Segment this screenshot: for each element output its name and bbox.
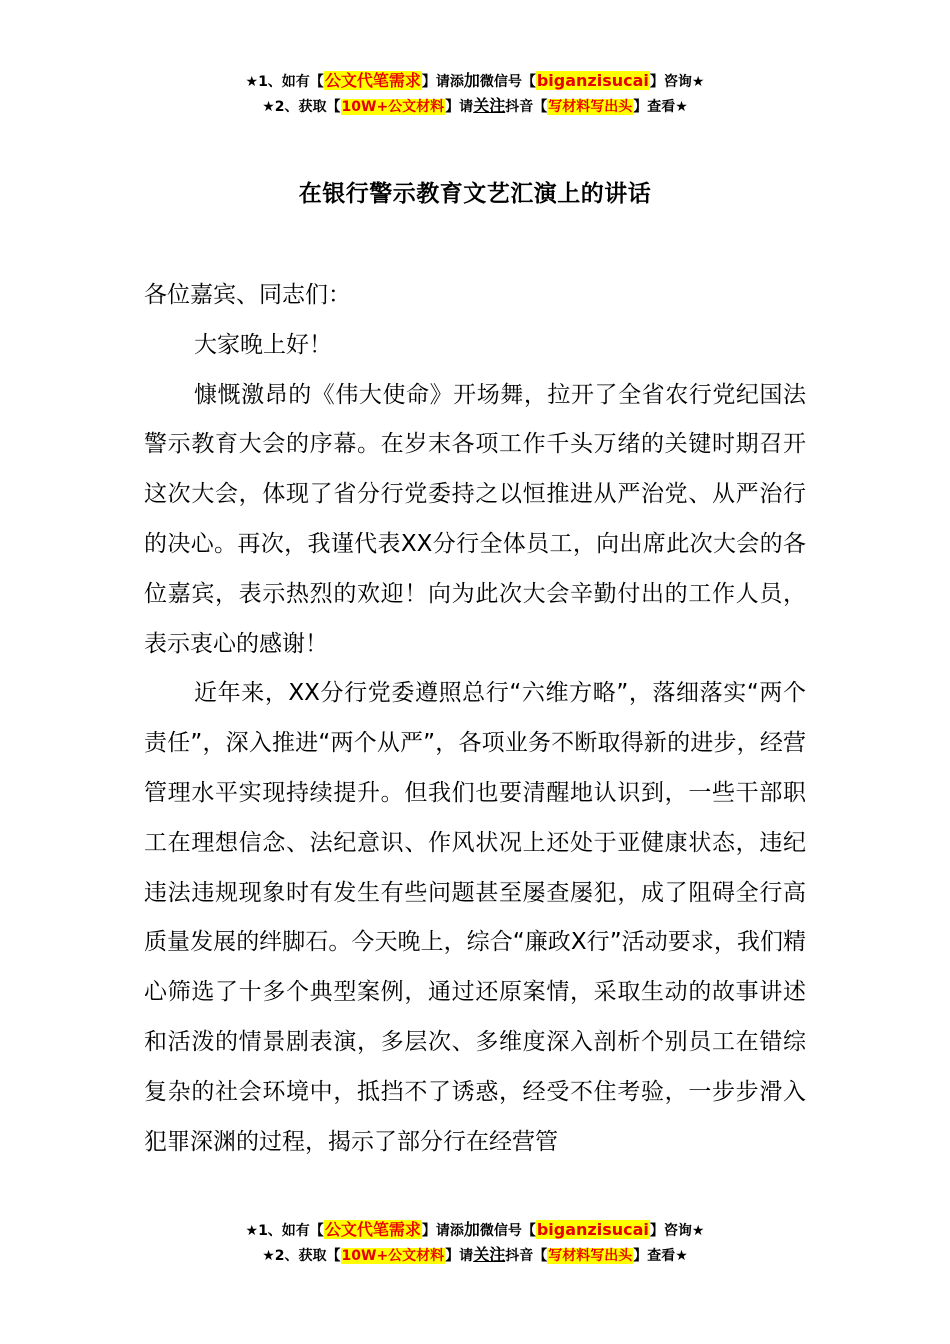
promo-text: ★1、如有【 (245, 74, 324, 90)
promo-highlight: 公文代笔需求 (324, 1220, 421, 1239)
promo-text: 】查看★ (633, 99, 688, 115)
promo-text: 】请关注抖音【 (445, 1245, 548, 1264)
wechat-id-highlight: biganzisucai (536, 71, 649, 90)
promo-text: 】请关注抖音【 (445, 96, 548, 115)
promo-highlight: 公文代笔需求 (324, 71, 421, 90)
douyin-account-highlight: 写材料写出头 (548, 99, 633, 115)
body-paragraph: 慷慨激昂的《伟大使命》开场舞，拉开了全省农行党纪国法警示教育大会的序幕。在岁末各项工作千头万绪的关键时期召开这次大会，体现了省分行党委持之以恒推进从严治党、从严治行的决心。再次，我谨代表XX分行全体员工，向出席此次大会的各位嘉宾，表示热烈的欢迎！向为此次大会辛勤付出的工作人员，表示衷心的感谢！ (144, 381, 806, 657)
promo-text: 】咨询★ (649, 74, 705, 90)
promo-line-2 (0, 1243, 950, 1268)
douyin-account-highlight: 写材料写出头 (548, 1248, 633, 1264)
salutation: 各位嘉宾、同志们： (144, 282, 351, 308)
promo-text: ★2、获取【 (262, 99, 341, 115)
wechat-id-highlight: biganzisucai (536, 1220, 649, 1239)
greeting: 大家晚上好！ (194, 331, 332, 358)
header-promo-banner (0, 69, 950, 119)
promo-text: 】咨询★ (649, 1223, 705, 1239)
promo-text: ★2、获取【 (262, 1248, 341, 1264)
promo-highlight: 10W+公文材料 (341, 1248, 445, 1264)
document-body (144, 271, 806, 1167)
footer-promo-banner (0, 1218, 950, 1268)
document-title: 在银行警示教育文艺汇演上的讲话 (298, 181, 652, 207)
body-paragraph: 近年来，XX分行党委遵照总行“六维方略”，落细落实“两个责任”，深入推进“两个从严”，各项业务不断取得新的进步，经营管理水平实现持续提升。但我们也要清醒地认识到，一些干部职工在理想信念、法纪意识、作风状况上还处于亚健康状态，违纪违法违规现象时有发生有些问题甚至屡查屡犯，成了阻碍全行高质量发展的绊脚石。今天晚上，综合“廉政X行”活动要求，我们精心筛选了十多个典型案例，通过还原案情，采取生动的故事讲述和活泼的情景剧表演，多层次、多维度深入剖析个别员工在错综复杂的社会环境中，抵挡不了诱惑，经受不住考验，一步步滑入犯罪深渊的过程，揭示了部分行在经营管 (144, 680, 806, 1155)
promo-line-2 (0, 94, 950, 119)
promo-line-1 (0, 69, 950, 94)
promo-text: 】请添加微信号【 (421, 1220, 536, 1239)
promo-text: ★1、如有【 (245, 1223, 324, 1239)
promo-text: 】查看★ (633, 1248, 688, 1264)
promo-line-1 (0, 1218, 950, 1243)
promo-highlight: 10W+公文材料 (341, 99, 445, 115)
promo-text: 】请添加微信号【 (421, 71, 536, 90)
